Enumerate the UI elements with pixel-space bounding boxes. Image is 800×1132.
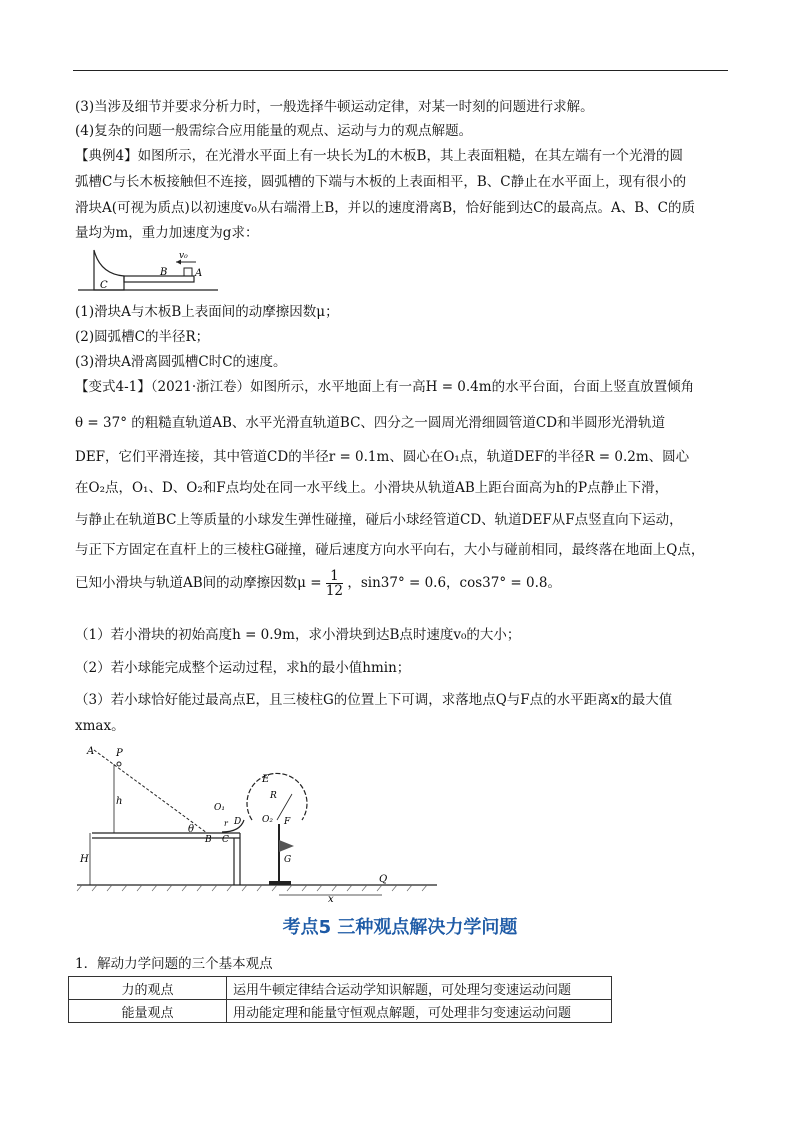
fig-label-h: h [116, 796, 123, 807]
fig-label-a: A [87, 746, 95, 757]
view-cell: 力的观点 [69, 977, 227, 1000]
fraction-denominator: 12 [325, 583, 344, 599]
text-line: 量均为m，重力加速度为g求： [75, 225, 259, 241]
fig-label-H: H [80, 854, 89, 865]
text-line: 在O₂点，O₁、D、O₂和F点均处在同一水平线上。小滑块从轨道AB上距台面高为h的P点静止下滑， [75, 480, 669, 496]
text-line: 与正下方固定在直杆上的三棱柱G碰撞，碰后速度方向水平向右，大小与碰前相同，最终落在地面上Q点， [75, 542, 705, 558]
board-b [124, 276, 194, 282]
slider-p [117, 762, 121, 766]
text-line: xmax。 [75, 718, 125, 734]
block-a [184, 268, 192, 276]
track-figure [72, 742, 442, 902]
question-1: (1)滑块A与木板B上表面间的动摩擦因数μ； [75, 304, 339, 320]
friction-line [75, 566, 561, 600]
fig-label-p: P [116, 748, 123, 759]
text-line: θ = 37° 的粗糙直轨道AB、水平光滑直轨道BC、四分之一圆周光滑细圆管道CD和半圆形光滑轨道 [75, 415, 666, 431]
fig-label-b: B [205, 835, 212, 845]
variant-4-1-line: 【变式4-1】（2021·浙江卷）如图所示，水平地面上有一高H = 0.4m的水平台面，台面上竖直放置倾角 [75, 379, 695, 395]
text-line: 弧槽C与长木板接触但不连接，圆弧槽的下端与木板的上表面相平，B、C静止在水平面上，现有很小的 [75, 174, 687, 190]
label-c: C [100, 280, 108, 291]
fig-label-x: x [328, 894, 334, 902]
question-2: (2)圆弧槽C的半径R； [75, 329, 210, 345]
label-b: B [160, 267, 168, 278]
sub-question-2: （2）若小球能完成整个运动过程，求h的最小值hmin； [75, 660, 411, 676]
prism-g [279, 840, 294, 852]
text-line: (4)复杂的问题一般需综合应用能量的观点、运动与力的观点解题。 [75, 123, 473, 139]
incline-ab [94, 750, 207, 833]
fig-label-g: G [284, 855, 292, 865]
fraction-numerator: 1 [326, 569, 343, 584]
fig-label-R: R [270, 791, 277, 801]
view-cell: 能量观点 [69, 1000, 227, 1023]
fraction-1-12 [326, 569, 343, 598]
example-4-figure [78, 246, 228, 296]
fig-label-e: E [262, 774, 270, 785]
desc-cell: 用动能定理和能量守恒观点解题，可处理非匀变速运动问题 [227, 1000, 612, 1023]
header-rule [73, 70, 728, 71]
track-def [247, 773, 307, 820]
question-3: (3)滑块A滑离圆弧槽C时C的速度。 [75, 354, 287, 370]
example-4-line: 【典例4】如图所示，在光滑水平面上有一块长为L的木板B，其上表面粗糙，在其左端有一个光滑的圆 [75, 148, 683, 164]
fig-label-c: C [222, 835, 229, 845]
arc-groove-c [94, 250, 124, 290]
table-row [69, 1000, 612, 1023]
fig-label-o2: O₂ [262, 815, 273, 825]
text-line: 滑块A(可视为质点)以初速度v₀从右端滑上B，并以的速度滑离B，恰好能到达C的最高点。A、B、C的质 [75, 200, 695, 216]
item-1: 1．解动力学问题的三个基本观点 [75, 956, 273, 972]
ground-hatch [77, 885, 427, 891]
text-line: DEF，它们平滑连接，其中管道CD的半径r = 0.1m、圆心在O₁点，轨道DEF的半径R = 0.2m、圆心 [75, 449, 690, 465]
text-line: (3)当涉及细节并要求分析力时，一般选择牛顿运动定律，对某一时刻的问题进行求解。 [75, 99, 594, 115]
trig-values: ，sin37° = 0.6，cos37° = 0.8。 [347, 575, 561, 591]
fig-label-theta: θ [188, 824, 195, 835]
desc-cell: 运用牛顿定律结合运动学知识解题，可处理匀变速运动问题 [227, 977, 612, 1000]
fig-label-r-small: r [224, 819, 228, 828]
table-row [69, 977, 612, 1000]
sub-question-1: （1）若小滑块的初始高度h = 0.9m，求小滑块到达B点时速度v₀的大小； [75, 627, 521, 643]
section-heading: 考点5 三种观点解决力学问题 [282, 917, 518, 938]
views-table [68, 976, 612, 1023]
sub-question-3: （3）若小球恰好能过最高点E，且三棱柱G的位置上下可调，求落地点Q与F点的水平距离x的最大值 [75, 692, 673, 708]
fig-label-d: D [234, 817, 242, 827]
label-a: A [195, 268, 203, 279]
v0-label: v₀ [179, 251, 188, 261]
pole-base [269, 881, 291, 885]
fig-label-o1: O₁ [214, 803, 225, 813]
text-line: 与静止在轨道BC上等质量的小球发生弹性碰撞，碰后小球经管道CD、轨道DEF从F点竖直向下运动， [75, 512, 683, 528]
fig-label-q: Q [379, 874, 388, 885]
fig-label-f: F [284, 817, 291, 827]
friction-text: 已知小滑块与轨道AB间的动摩擦因数μ = [75, 575, 322, 591]
